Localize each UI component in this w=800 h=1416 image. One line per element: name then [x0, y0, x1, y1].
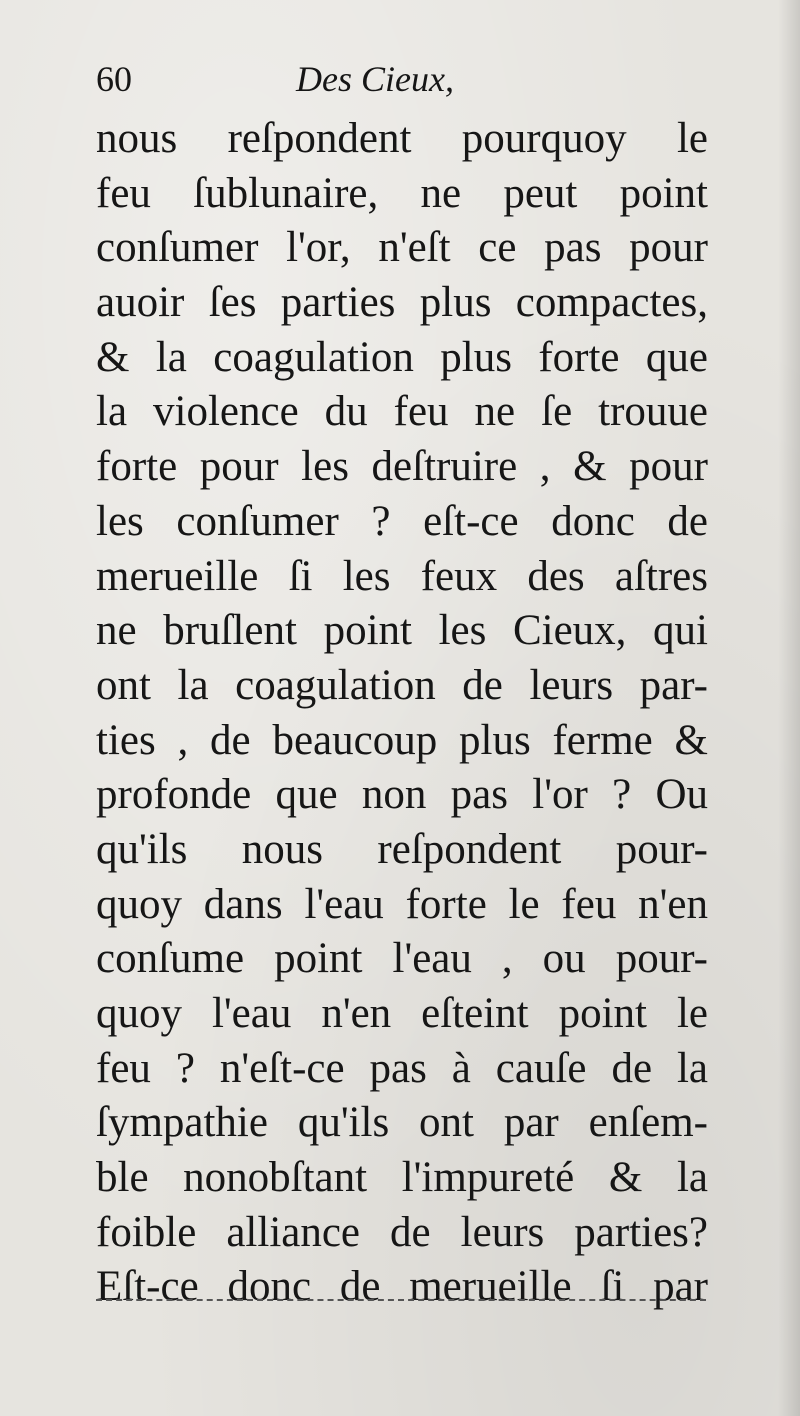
text-line: conſumer l'or, n'eſt ce pas pour: [96, 224, 708, 272]
text-line: forte pour les deſtruire , & pour: [96, 443, 708, 491]
page-header: [96, 58, 696, 108]
text-line: & la coagulation plus forte que: [96, 333, 708, 381]
text-line: quoy l'eau n'en eſteint point le: [96, 990, 708, 1037]
body-text: [96, 112, 708, 1315]
text-line: nous reſpondent pourquoy le: [96, 115, 708, 162]
text-line: auoir ſes parties plus compactes,: [96, 279, 708, 327]
text-line: ſympathie qu'ils ont par enſem-: [96, 1099, 708, 1147]
bottom-dashed-rule: [96, 1299, 706, 1301]
text-line: ties , de beaucoup plus ferme &: [96, 716, 708, 764]
text-line: quoy dans l'eau forte le feu n'en: [96, 880, 708, 928]
running-head: Des Cieux,: [296, 59, 454, 99]
text-line: conſume point l'eau , ou pour-: [96, 935, 708, 983]
text-line: Eſt-ce donc de merueille ſi par: [96, 1263, 708, 1311]
text-line: les conſumer ? eſt-ce donc de: [96, 497, 708, 545]
text-line: profonde que non pas l'or ? Ou: [96, 771, 708, 819]
page-number: 60: [96, 59, 132, 99]
text-line: ne bruſlent point les Cieux, qui: [96, 607, 708, 655]
text-line: la violence du feu ne ſe trouue: [96, 388, 708, 436]
text-line: qu'ils nous reſpondent pour-: [96, 825, 708, 873]
text-line: merueille ſi les feux des aſtres: [96, 552, 708, 600]
text-line: ont la coagulation de leurs par-: [96, 661, 708, 709]
text-line: feu ſublunaire, ne peut point: [96, 169, 708, 217]
text-line: ble nonobſtant l'impureté & la: [96, 1154, 708, 1202]
text-line: feu ? n'eſt-ce pas à cauſe de la: [96, 1044, 708, 1092]
page-edge-shadow: [778, 0, 800, 1416]
text-line: foible alliance de leurs parties?: [96, 1208, 708, 1256]
